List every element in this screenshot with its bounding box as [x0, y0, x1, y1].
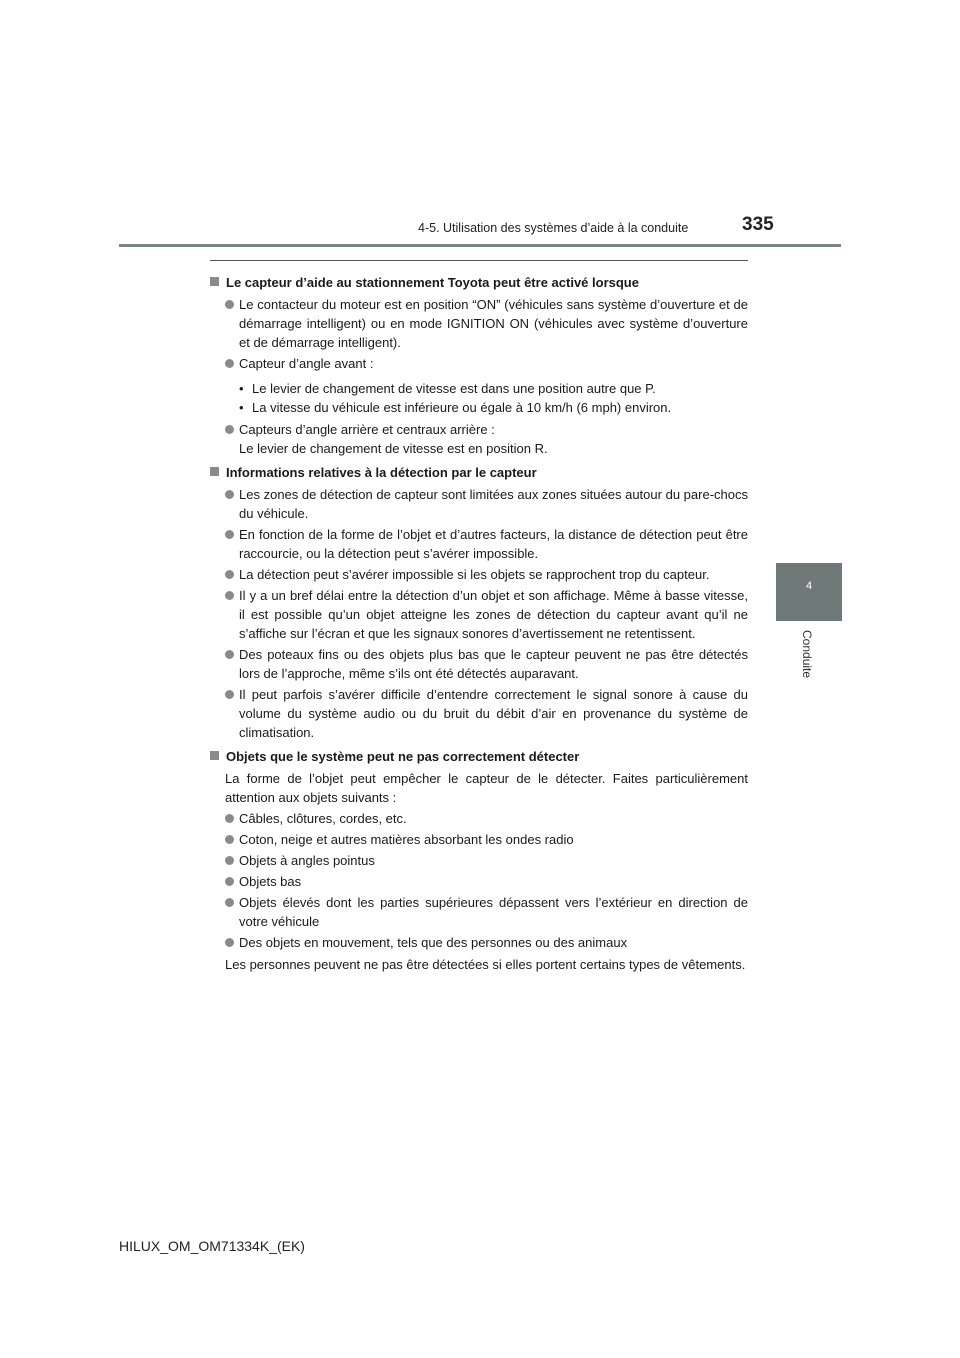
list-item: Coton, neige et autres matières absorbant les ondes radio	[210, 830, 748, 849]
list-item: Capteur d’angle avant :	[210, 354, 748, 373]
list-item: Des poteaux fins ou des objets plus bas que le capteur peuvent ne pas être détectés lors de l’approche, même s’ils ont été détectés auparavant.	[210, 645, 748, 683]
header-section-title: 4-5. Utilisation des systèmes d’aide à la conduite	[418, 221, 689, 235]
round-bullet-icon	[225, 359, 234, 368]
page-number: 335	[742, 214, 774, 235]
round-bullet-icon	[225, 877, 234, 886]
round-bullet-icon	[225, 490, 234, 499]
paragraph: Les personnes peuvent ne pas être détectées si elles portent certains types de vêtements.	[225, 957, 746, 972]
square-bullet-icon	[210, 277, 219, 286]
list-item: Capteurs d’angle arrière et centraux arrière : Le levier de changement de vitesse est en position R.	[210, 420, 748, 458]
square-bullet-icon	[210, 467, 219, 476]
main-content	[210, 268, 748, 974]
list-item: En fonction de la forme de l’objet et d’autres facteurs, la distance de détection peut être raccourcie, ou la détection peut s’avérer impossible.	[210, 525, 748, 563]
round-bullet-icon	[225, 814, 234, 823]
round-bullet-icon	[225, 898, 234, 907]
footer-doc-code: HILUX_OM_OM71334K_(EK)	[119, 1238, 305, 1254]
round-bullet-icon	[225, 570, 234, 579]
list-item: Objets élevés dont les parties supérieures dépassent vers l’extérieur en direction de votre véhicule	[210, 893, 748, 931]
list-item: Le contacteur du moteur est en position “ON” (véhicules sans système d’ouverture et de démarrage intelligent) ou en mode IGNITION ON (véhicules avec système d’ouverture et de démarrage intelligent).	[210, 295, 748, 352]
list-item: Les zones de détection de capteur sont limitées aux zones situées autour du pare-chocs du véhicule.	[210, 485, 748, 523]
section-title: Le capteur d’aide au stationnement Toyota peut être activé lorsque	[210, 273, 748, 292]
section-title: Informations relatives à la détection par le capteur	[210, 463, 748, 482]
list-item: Câbles, clôtures, cordes, etc.	[210, 809, 748, 828]
chapter-tab-label: Conduite	[800, 630, 814, 679]
round-bullet-icon	[225, 425, 234, 434]
sub-list	[210, 379, 748, 417]
sub-list-item: • Le levier de changement de vitesse est dans une position autre que P.	[239, 381, 656, 396]
round-bullet-icon	[225, 530, 234, 539]
list-item: Il y a un bref délai entre la détection d’un objet et son affichage. Même à basse vitesse, il est possible qu’un objet atteigne les zones de détection du capteur avant qu’il ne s’affiche sur l’écran et que les signaux sonores d’avertissement ne retentissent.	[210, 586, 748, 643]
round-bullet-icon	[225, 938, 234, 947]
list-item: La détection peut s’avérer impossible si les objets se rapprochent trop du capteur.	[210, 565, 748, 584]
chapter-tab-number: 4	[805, 580, 813, 592]
sub-bullet-icon: •	[239, 400, 244, 415]
section-title: Objets que le système peut ne pas correctement détecter	[210, 747, 748, 766]
round-bullet-icon	[225, 591, 234, 600]
list-item: Il peut parfois s’avérer difficile d’entendre correctement le signal sonore à cause du volume du système audio ou du bruit du débit d’air en provenance du système de climatisation.	[210, 685, 748, 742]
content-top-rule	[210, 260, 748, 261]
sub-list-item: • La vitesse du véhicule est inférieure ou égale à 10 km/h (6 mph) environ.	[239, 400, 672, 415]
round-bullet-icon	[225, 856, 234, 865]
round-bullet-icon	[225, 835, 234, 844]
sub-bullet-icon: •	[239, 381, 244, 396]
paragraph: La forme de l’objet peut empêcher le capteur de le détecter. Faites particulièrement attention aux objets suivants :	[225, 771, 748, 805]
round-bullet-icon	[225, 690, 234, 699]
list-item: Des objets en mouvement, tels que des personnes ou des animaux	[210, 933, 748, 952]
header-rule	[119, 244, 841, 247]
round-bullet-icon	[225, 300, 234, 309]
square-bullet-icon	[210, 751, 219, 760]
list-item: Objets à angles pointus	[210, 851, 748, 870]
chapter-tab	[776, 563, 842, 621]
list-item: Objets bas	[210, 872, 748, 891]
round-bullet-icon	[225, 650, 234, 659]
